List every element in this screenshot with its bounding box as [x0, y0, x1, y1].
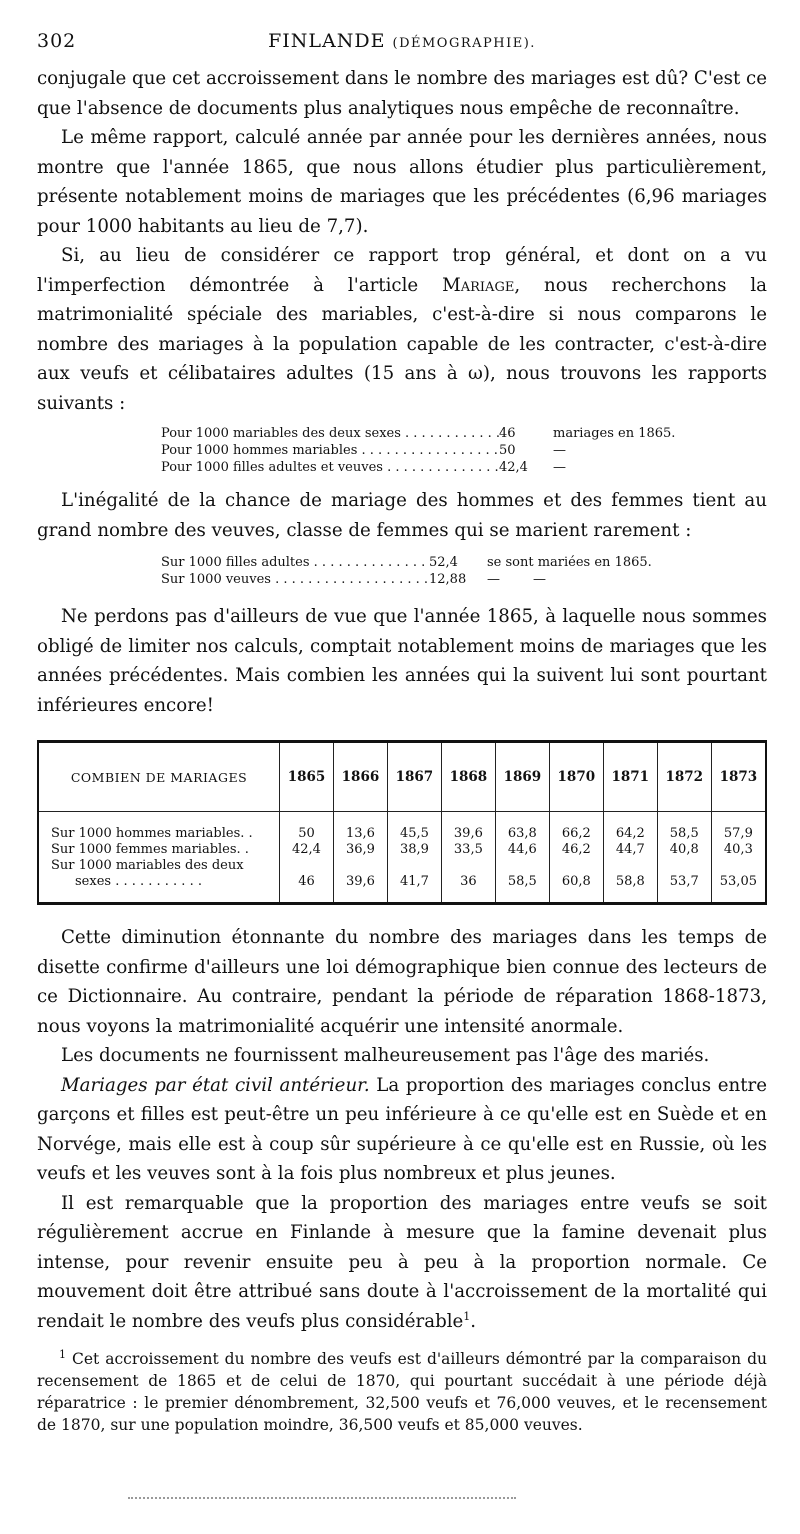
table-cell: 58,8 — [603, 858, 657, 904]
paragraph-8-text: La proportion des mariages conclus entre garçons et filles est peut-être un peu inférieure à ce qu'elle est en Suède et en Norvége, mais elle est à coup sûr supérieure à ce qu'elle est en Russie, où les veufs et les veuves sont à la fois plus nombreux et plus jeunes. — [37, 1074, 767, 1184]
ratio-label: Sur 1000 veuves . . . — [161, 571, 429, 588]
ratio-value: 12,88 — [429, 572, 467, 587]
paragraph-6: Cette diminution étonnante du nombre des mariages dans les temps de disette confirme d'ailleurs une loi démographique bien connue des lecteurs de ce Dictionnaire. Au contraire, pendant la période de réparation 1868-1873, nous voyons la matrimonialité acquérir une intensité anormale. — [37, 927, 767, 1037]
footnote — [37, 1348, 767, 1436]
table-cell: 46 — [280, 858, 334, 904]
marriage-ratios-list — [161, 425, 767, 476]
ratio-row — [161, 442, 767, 459]
footnote-reference[interactable]: 1 — [463, 1309, 471, 1323]
marriages-table — [37, 740, 767, 905]
year-column-header: 1871 — [603, 742, 657, 812]
document-page — [37, 30, 767, 1452]
paragraph-3-start: Si, au lieu de considérer ce rapport trop général, et dont on a vu l'imperfection démontrée à l'article — [37, 245, 767, 296]
running-title — [147, 30, 657, 52]
ratio-value: 46 — [499, 426, 516, 441]
ratio-note: — — — [487, 572, 547, 587]
year-column-header: 1870 — [549, 742, 603, 812]
table-cell: 13,6 — [333, 812, 387, 843]
table-row — [38, 858, 766, 904]
table-cell: 46,2 — [549, 842, 603, 858]
paragraph-3-end: , nous recherchons la matrimonialité spéciale des mariables, c'est-à-dire si nous comparons le nombre des mariages à la population capable de les contracter, c'est-à-dire aux veufs et célibataires adultes (15 ans à ω), nous trouvons les rapports suivants : — [37, 274, 767, 414]
table-cell: 58,5 — [657, 812, 711, 843]
ratio-value: 42,4 — [499, 460, 528, 475]
paragraph-7: Les documents ne fournissent malheureusement pas l'âge des mariés. — [61, 1045, 710, 1066]
ratio-label: Pour 1000 filles adultes et veuves . . . — [161, 459, 499, 476]
row-label-line-2: sexes — [75, 874, 112, 889]
paragraph-3 — [37, 241, 767, 418]
table-cell: 44,7 — [603, 842, 657, 858]
table-cell: 40,3 — [723, 842, 753, 857]
table-cell: 42,4 — [280, 842, 334, 858]
table-cell: 45,5 — [387, 812, 441, 843]
table-cell: 40,8 — [657, 842, 711, 858]
ratio-row — [161, 459, 767, 476]
ratio-value: 50 — [499, 443, 516, 458]
table-cell: 39,6 — [441, 812, 495, 843]
paragraph-2: Le même rapport, calculé année par année pour les dernières années, nous montre que l'année 1865, que nous allons étudier plus particulièrement, présente notablement moins de mariages que les précédentes (6,96 mariages pour 1000 habitants au lieu de 7,7). — [37, 127, 767, 237]
ratio-note: mariages en 1865. — [553, 426, 676, 441]
ratio-label: Pour 1000 mariables des deux sexes . . . — [161, 425, 499, 442]
ratio-row — [161, 425, 767, 442]
row-label-text: Sur 1000 hommes mariables — [51, 826, 241, 841]
paragraph-9-text: Il est remarquable que la proportion des mariages entre veufs se soit régulièrement accrue en Finlande à mesure que la famine devenait plus intense, pour revenir ensuite peu à peu à la proportion normale. Ce mouvement doit être attribué sans doute à l'accroissement de la mortalité qui rendait le nombre des veufs plus considérable — [37, 1192, 767, 1332]
table-cell: 64,2 — [603, 812, 657, 843]
table-cell: 50 — [280, 812, 334, 843]
table-cell: 33,5 — [441, 842, 495, 858]
running-title-section: (DÉMOGRAPHIE). — [392, 36, 536, 51]
article-reference: Mariage — [442, 274, 515, 296]
leader-dots: . . . . . . . . . . . — [111, 874, 202, 889]
year-column-header: 1865 — [280, 742, 334, 812]
section-heading-inline: Mariages par état civil antérieur. — [61, 1074, 370, 1096]
ratio-note: — — [553, 460, 566, 475]
footnote-text: Cet accroissement du nombre des veufs est d'ailleurs démontré par la comparaison du recensement de 1865 et de celui de 1870, qui pourtant succédait à une période déjà réparatrice : le premier dénombrement, 32,500 veufs et 76,000 veuves, et le recensement de 1870, sur une population moindre, 36,500 veufs et 85,000 veuves. — [37, 1350, 767, 1434]
table-row-header: COMBIEN DE MARIAGES — [38, 742, 280, 812]
ratio-value: 52,4 — [429, 555, 458, 570]
ratio-note: — — [553, 443, 566, 458]
leader-dots: . . — [240, 826, 253, 841]
table-cell: 36 — [441, 858, 495, 904]
table-cell: 44,6 — [495, 842, 549, 858]
table-cell: 38,9 — [387, 842, 441, 858]
table-cell: 53,05 — [719, 874, 757, 889]
year-column-header: 1873 — [711, 742, 766, 812]
table-header-row — [38, 742, 766, 812]
page-number: 302 — [37, 30, 77, 52]
table-cell: 58,5 — [495, 858, 549, 904]
paragraph-8 — [37, 1071, 767, 1189]
year-column-header: 1866 — [333, 742, 387, 812]
running-header — [37, 30, 767, 64]
row-label — [38, 842, 280, 858]
year-column-header: 1868 — [441, 742, 495, 812]
ratio-note: se sont mariées en 1865. — [487, 555, 652, 570]
table-cell: 53,7 — [657, 858, 711, 904]
paragraph-5: Ne perdons pas d'ailleurs de vue que l'année 1865, à laquelle nous sommes obligé de limiter nos calculs, comptait notablement moins de mariages que les années précédentes. Mais combien les années qui la suivent lui sont pourtant inférieures encore! — [37, 606, 767, 716]
year-column-header: 1872 — [657, 742, 711, 812]
print-artifact — [128, 1497, 516, 1501]
table-cell: 39,6 — [333, 858, 387, 904]
paragraph-1: conjugale que cet accroissement dans le nombre des mariages est dû? C'est ce que l'absence de documents plus analytiques nous empêche de reconnaître. — [37, 68, 767, 119]
year-column-header: 1867 — [387, 742, 441, 812]
ratio-label: Pour 1000 hommes mariables . . . — [161, 442, 499, 459]
ratio-label: Sur 1000 filles adultes . . . — [161, 554, 429, 571]
leader-dots: . . — [236, 842, 249, 857]
table-cell: 63,8 — [495, 812, 549, 843]
row-label-line-1: Sur 1000 mariables des deux — [51, 858, 244, 873]
table-cell: 66,2 — [549, 812, 603, 843]
table-cell: 41,7 — [387, 858, 441, 904]
table-cell: 60,8 — [549, 858, 603, 904]
running-title-main: FINLANDE — [268, 30, 386, 52]
row-label — [38, 812, 280, 843]
row-label-text: Sur 1000 femmes mariables — [51, 842, 237, 857]
table-row — [38, 812, 766, 843]
paragraph-4: L'inégalité de la chance de mariage des hommes et des femmes tient au grand nombre des veuves, classe de femmes qui se marient rarement : — [37, 490, 767, 541]
women-ratios-list — [161, 554, 767, 588]
footnote-marker: 1 — [59, 1347, 66, 1361]
paragraph-9: Il est remarquable que la proportion des mariages entre veufs se soit régulièrement accrue en Finlande à mesure que la famine devenait plus intense, pour revenir ensuite peu à peu à la proportion normale. Ce mouvement doit être attribué sans doute à l'accroissement de la mortalité qui rendait le nombre des veufs plus considérable$^1$. — [37, 1192, 767, 1332]
row-label — [38, 858, 280, 904]
ratio-row — [161, 554, 767, 571]
year-column-header: 1869 — [495, 742, 549, 812]
table-row — [38, 842, 766, 858]
table-cell: 36,9 — [333, 842, 387, 858]
ratio-row — [161, 571, 767, 588]
table-cell: 57,9 — [723, 826, 753, 841]
